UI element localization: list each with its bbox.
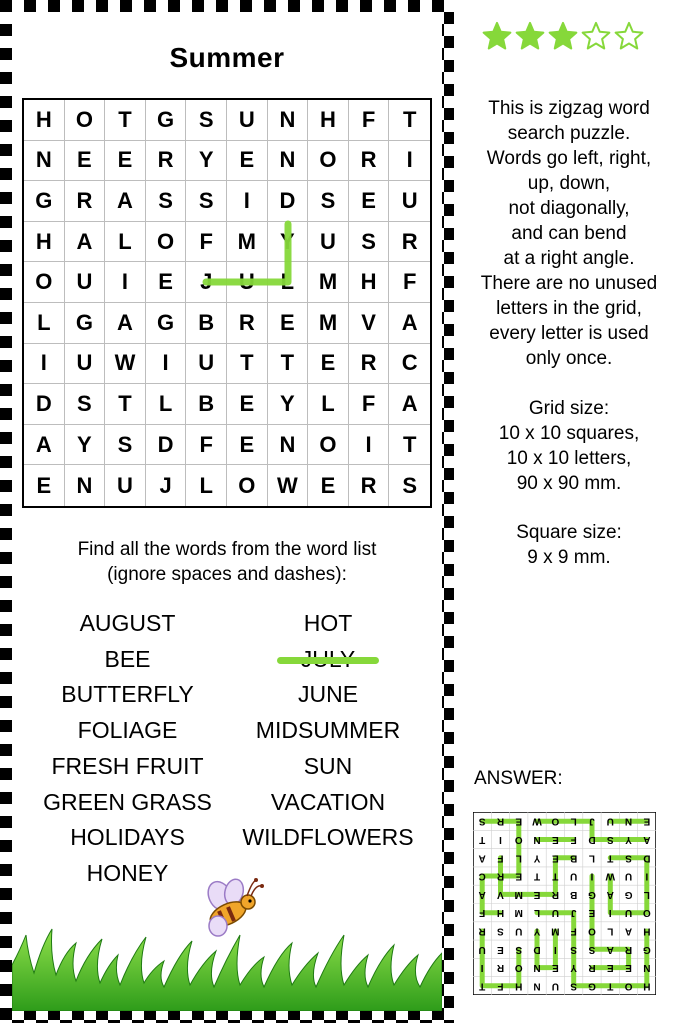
- answer-cell: S: [625, 852, 632, 864]
- answer-cell: F: [570, 925, 577, 937]
- answer-cell: R: [496, 870, 505, 882]
- word-list-item: WILDFLOWERS: [242, 824, 414, 851]
- grid-cell: S: [186, 100, 227, 141]
- answer-cell: T: [607, 980, 614, 992]
- word-list-item: HONEY: [86, 859, 169, 886]
- grid-cell: U: [227, 262, 268, 303]
- answer-cell: T: [479, 980, 486, 992]
- grid-cell: T: [105, 384, 146, 425]
- answer-cell: U: [551, 907, 559, 919]
- answer-cell: E: [588, 907, 596, 919]
- answer-cell: Y: [570, 962, 577, 974]
- difficulty-rating: [482, 20, 644, 52]
- grid-cell: U: [389, 181, 430, 222]
- grid-cell: M: [227, 222, 268, 263]
- grid-cell: H: [349, 262, 390, 303]
- grid-cell: Y: [186, 141, 227, 182]
- answer-cell: N: [533, 833, 541, 845]
- text-line: every letter is used: [489, 323, 649, 344]
- grid-cell: J: [146, 465, 187, 506]
- grid-cell: H: [308, 100, 349, 141]
- grid-cell: R: [349, 141, 390, 182]
- answer-cell: U: [478, 943, 486, 955]
- answer-cell: R: [496, 962, 505, 974]
- answer-cell: O: [624, 980, 633, 992]
- word-list-item: FOLIAGE: [77, 717, 178, 744]
- grid-cell: U: [105, 465, 146, 506]
- grid-cell: R: [349, 465, 390, 506]
- answer-cell: T: [533, 870, 541, 882]
- grid-cell: Y: [268, 222, 309, 263]
- answer-cell: L: [515, 852, 522, 864]
- grid-cell: G: [65, 303, 106, 344]
- grid-cell: I: [146, 344, 187, 385]
- answer-cell: V: [497, 888, 504, 900]
- answer-cell: Y: [625, 833, 632, 845]
- star-filled-icon: [482, 20, 512, 52]
- answer-cell: S: [478, 815, 486, 827]
- answer-cell: B: [570, 888, 578, 900]
- grid-cell: I: [105, 262, 146, 303]
- answer-cell: L: [533, 907, 541, 919]
- instructions: [12, 537, 442, 587]
- grid-cell: W: [105, 344, 146, 385]
- word-list-item: JUNE: [297, 681, 359, 708]
- answer-cell: W: [532, 815, 542, 827]
- answer-cell: E: [552, 852, 559, 864]
- answer-cell: T: [552, 870, 559, 882]
- instructions-line-2: (ignore spaces and dashes):: [107, 564, 347, 585]
- answer-cell: Y: [533, 925, 541, 937]
- answer-cell: F: [497, 852, 504, 864]
- grid-cell: O: [146, 222, 187, 263]
- answer-cell: T: [607, 852, 614, 864]
- grid-cell: C: [389, 344, 430, 385]
- answer-cell: I: [499, 833, 502, 845]
- text-line: 10 x 10 letters,: [506, 448, 632, 469]
- grid-cell: B: [186, 384, 227, 425]
- answer-cell: E: [643, 815, 651, 827]
- grid-cell: O: [24, 262, 65, 303]
- answer-cell: O: [514, 833, 523, 845]
- text-line: Grid size:: [528, 398, 610, 419]
- word-list-item: BUTTERFLY: [61, 681, 194, 708]
- word-list-item: GREEN GRASS: [43, 788, 212, 815]
- grid-cell: A: [24, 425, 65, 466]
- grid-cell: V: [349, 303, 390, 344]
- answer-cell: M: [514, 888, 523, 900]
- word-list-item: SUN: [303, 752, 353, 779]
- text-line: not diagonally,: [508, 198, 630, 219]
- grid-cell: E: [105, 141, 146, 182]
- answer-cell: C: [478, 870, 486, 882]
- grid-cell: G: [146, 100, 187, 141]
- grid-cell: I: [227, 181, 268, 222]
- text-line: Square size:: [516, 522, 622, 543]
- grid-cell: E: [308, 344, 349, 385]
- answer-cell: R: [624, 943, 633, 955]
- word-list-item: VACATION: [270, 788, 386, 815]
- grid-cell: R: [65, 181, 106, 222]
- grid-cell: G: [146, 303, 187, 344]
- answer-cell: N: [624, 815, 633, 827]
- grid-size-info: [458, 396, 680, 496]
- grid-cell: M: [308, 262, 349, 303]
- answer-cell: D: [588, 833, 596, 845]
- answer-cell: F: [479, 907, 486, 919]
- grid-cell: E: [227, 425, 268, 466]
- answer-cell: R: [588, 962, 596, 974]
- grid-cell: F: [349, 100, 390, 141]
- grid-cell: R: [349, 344, 390, 385]
- grid-cell: R: [389, 222, 430, 263]
- letter-grid: [22, 98, 432, 508]
- text-line: 10 x 10 squares,: [498, 423, 640, 444]
- answer-cell: E: [552, 833, 559, 845]
- grid-cell: N: [268, 425, 309, 466]
- square-size-info: [458, 520, 680, 570]
- grid-cell: O: [308, 425, 349, 466]
- answer-cell: U: [606, 815, 614, 827]
- grid-cell: F: [186, 222, 227, 263]
- found-word-strike: [277, 657, 379, 664]
- answer-cell: H: [515, 980, 523, 992]
- answer-cell: O: [551, 815, 560, 827]
- grid-cell: N: [268, 100, 309, 141]
- grid-cell: O: [65, 100, 106, 141]
- grid-cell: D: [268, 181, 309, 222]
- answer-cell: E: [625, 962, 632, 974]
- text-line: Words go left, right,: [486, 148, 652, 169]
- grid-cell: S: [402, 472, 418, 498]
- answer-cell: G: [642, 943, 651, 955]
- instructions-line-1: Find all the words from the word list: [77, 539, 377, 560]
- grid-cell: S: [308, 181, 349, 222]
- grid-cell: E: [146, 262, 187, 303]
- grid-cell: R: [146, 141, 187, 182]
- grid-cell: L: [146, 384, 187, 425]
- answer-cell: L: [607, 925, 614, 937]
- answer-cell: A: [643, 833, 651, 845]
- answer-cell: G: [588, 888, 596, 900]
- grid-cell: E: [308, 465, 349, 506]
- word-list-item: HOT: [303, 610, 353, 636]
- grid-cell: I: [389, 141, 430, 182]
- text-line: There are no unused: [480, 273, 658, 294]
- grid-cell: U: [186, 344, 227, 385]
- grid-cell: E: [227, 384, 268, 425]
- answer-cell: A: [478, 888, 486, 900]
- answer-label: ANSWER:: [474, 768, 563, 789]
- answer-cell: S: [497, 925, 504, 937]
- grid-cell: F: [349, 384, 390, 425]
- grid-cell: E: [349, 181, 390, 222]
- star-empty-icon: [581, 20, 611, 52]
- answer-cell: S: [570, 980, 577, 992]
- answer-cell: O: [514, 962, 523, 974]
- answer-cell: H: [643, 980, 651, 992]
- answer-cell: U: [624, 870, 633, 882]
- grid-cell: E: [268, 303, 309, 344]
- grid-cell: M: [308, 303, 349, 344]
- answer-cell: F: [570, 833, 577, 845]
- answer-cell: E: [497, 943, 504, 955]
- answer-cell: E: [515, 870, 523, 882]
- word-list-left: [20, 606, 235, 892]
- answer-cell: U: [551, 980, 559, 992]
- answer-cell: W: [605, 870, 615, 882]
- grid-cell: B: [186, 303, 227, 344]
- answer-cell: A: [478, 852, 486, 864]
- word-list-item-found: [222, 642, 434, 678]
- answer-cell: S: [515, 943, 523, 955]
- grid-cell: W: [268, 465, 309, 506]
- grid-cell: L: [268, 262, 309, 303]
- answer-cell: R: [478, 925, 486, 937]
- answer-cell: L: [588, 852, 596, 864]
- answer-cell: I: [553, 943, 557, 955]
- grid-cell: O: [308, 141, 349, 182]
- grid-cell: U: [227, 100, 268, 141]
- grid-cell: T: [389, 100, 430, 141]
- grid-cell: A: [105, 303, 146, 344]
- grid-cell: A: [105, 181, 146, 222]
- grid-cell: S: [349, 222, 390, 263]
- grid-cell: S: [146, 181, 187, 222]
- answer-cell: B: [570, 852, 578, 864]
- answer-cell: E: [533, 888, 541, 900]
- grid-cell: E: [24, 465, 65, 506]
- answer-cell: I: [590, 870, 594, 882]
- text-line: 90 x 90 mm.: [516, 473, 622, 494]
- grid-cell: I: [24, 344, 65, 385]
- grid-cell: J: [186, 262, 227, 303]
- answer-cell: L: [570, 815, 577, 827]
- grid-cell: U: [308, 222, 349, 263]
- grid-cell: D: [24, 384, 65, 425]
- word-list-item: AUGUST: [79, 610, 176, 636]
- answer-cell: I: [608, 907, 612, 919]
- answer-cell: U: [624, 907, 633, 919]
- answer-cell: A: [606, 943, 614, 955]
- word-list-right: [222, 606, 434, 856]
- grid-cell: A: [65, 222, 106, 263]
- answer-cell: L: [643, 888, 650, 900]
- text-line: search puzzle.: [507, 123, 631, 144]
- answer-cell: H: [643, 925, 651, 937]
- answer-cell: J: [570, 907, 577, 919]
- grid-cell: A: [389, 384, 430, 425]
- answer-cell: J: [589, 815, 595, 827]
- grid-cell: T: [268, 344, 309, 385]
- answer-cell: E: [606, 962, 614, 974]
- answer-cell: O: [642, 907, 651, 919]
- answer-cell: R: [496, 815, 505, 827]
- answer-cell: Y: [533, 852, 541, 864]
- answer-cell: M: [551, 925, 560, 937]
- answer-cell: A: [606, 888, 614, 900]
- grid-cell: Y: [268, 384, 309, 425]
- answer-cell: S: [588, 943, 596, 955]
- answer-cell: N: [533, 962, 541, 974]
- text-line: at a right angle.: [503, 248, 635, 269]
- grid-cell: N: [65, 465, 106, 506]
- word-list-item: BEE: [104, 645, 151, 672]
- grid-cell: E: [227, 141, 268, 182]
- grid-cell: N: [24, 141, 65, 182]
- grid-cell: L: [186, 465, 227, 506]
- grid-cell: E: [65, 141, 106, 182]
- grid-cell: U: [65, 344, 106, 385]
- answer-cell: T: [479, 833, 486, 845]
- grid-cell: H: [24, 222, 65, 263]
- text-line: 9 x 9 mm.: [527, 547, 611, 568]
- word-list-item: FRESH FRUIT: [51, 752, 204, 779]
- word-list-item: HOLIDAYS: [70, 824, 185, 851]
- answer-cell: I: [645, 870, 649, 882]
- grid-cell: S: [65, 384, 106, 425]
- puzzle-description: [458, 96, 680, 371]
- answer-cell: E: [515, 815, 523, 827]
- grid-cell: T: [389, 425, 430, 466]
- answer-cell: D: [533, 943, 541, 955]
- answer-cell: G: [588, 980, 596, 992]
- star-empty-icon: [614, 20, 644, 52]
- grid-cell: L: [105, 222, 146, 263]
- answer-cell: N: [643, 962, 651, 974]
- grid-cell: U: [65, 262, 106, 303]
- answer-cell: F: [497, 980, 504, 992]
- grid-cell: D: [146, 425, 187, 466]
- text-line: up, down,: [527, 173, 611, 194]
- grid-cell: H: [24, 100, 65, 141]
- answer-cell: R: [551, 888, 559, 900]
- grid-cell: T: [227, 344, 268, 385]
- answer-cell: U: [570, 870, 578, 882]
- grid-cell: L: [308, 384, 349, 425]
- grid-cell: N: [268, 141, 309, 182]
- answer-cell: A: [624, 925, 633, 937]
- answer-cell: E: [552, 962, 559, 974]
- answer-cell: D: [643, 852, 651, 864]
- grid-cell: G: [24, 181, 65, 222]
- star-filled-icon: [548, 20, 578, 52]
- puzzle-title: Summer: [169, 42, 285, 73]
- text-line: only once.: [525, 348, 613, 369]
- answer-cell: H: [496, 907, 505, 919]
- answer-cell: O: [588, 925, 596, 937]
- grid-cell: T: [105, 100, 146, 141]
- answer-cell: S: [606, 833, 614, 845]
- grid-cell: L: [24, 303, 65, 344]
- answer-cell: S: [570, 943, 577, 955]
- grid-cell: R: [227, 303, 268, 344]
- grid-cell: Y: [65, 425, 106, 466]
- text-line: This is zigzag word: [488, 98, 650, 119]
- grid-cell: F: [186, 425, 227, 466]
- text-line: letters in the grid,: [496, 298, 642, 319]
- grid-cell: I: [349, 425, 390, 466]
- grid-cell: S: [105, 425, 146, 466]
- answer-grid: [473, 812, 656, 995]
- grass-decoration: [12, 925, 442, 1011]
- answer-cell: U: [515, 925, 523, 937]
- text-line: and can bend: [511, 223, 627, 244]
- grid-cell: O: [227, 465, 268, 506]
- answer-cell: M: [514, 907, 523, 919]
- answer-cell: I: [480, 962, 484, 974]
- grid-cell: S: [186, 181, 227, 222]
- grid-cell: A: [389, 303, 430, 344]
- answer-cell: N: [533, 980, 541, 992]
- grid-cell: F: [389, 262, 430, 303]
- word-list-item: MIDSUMMER: [255, 717, 401, 744]
- answer-cell: G: [624, 888, 633, 900]
- star-filled-icon: [515, 20, 545, 52]
